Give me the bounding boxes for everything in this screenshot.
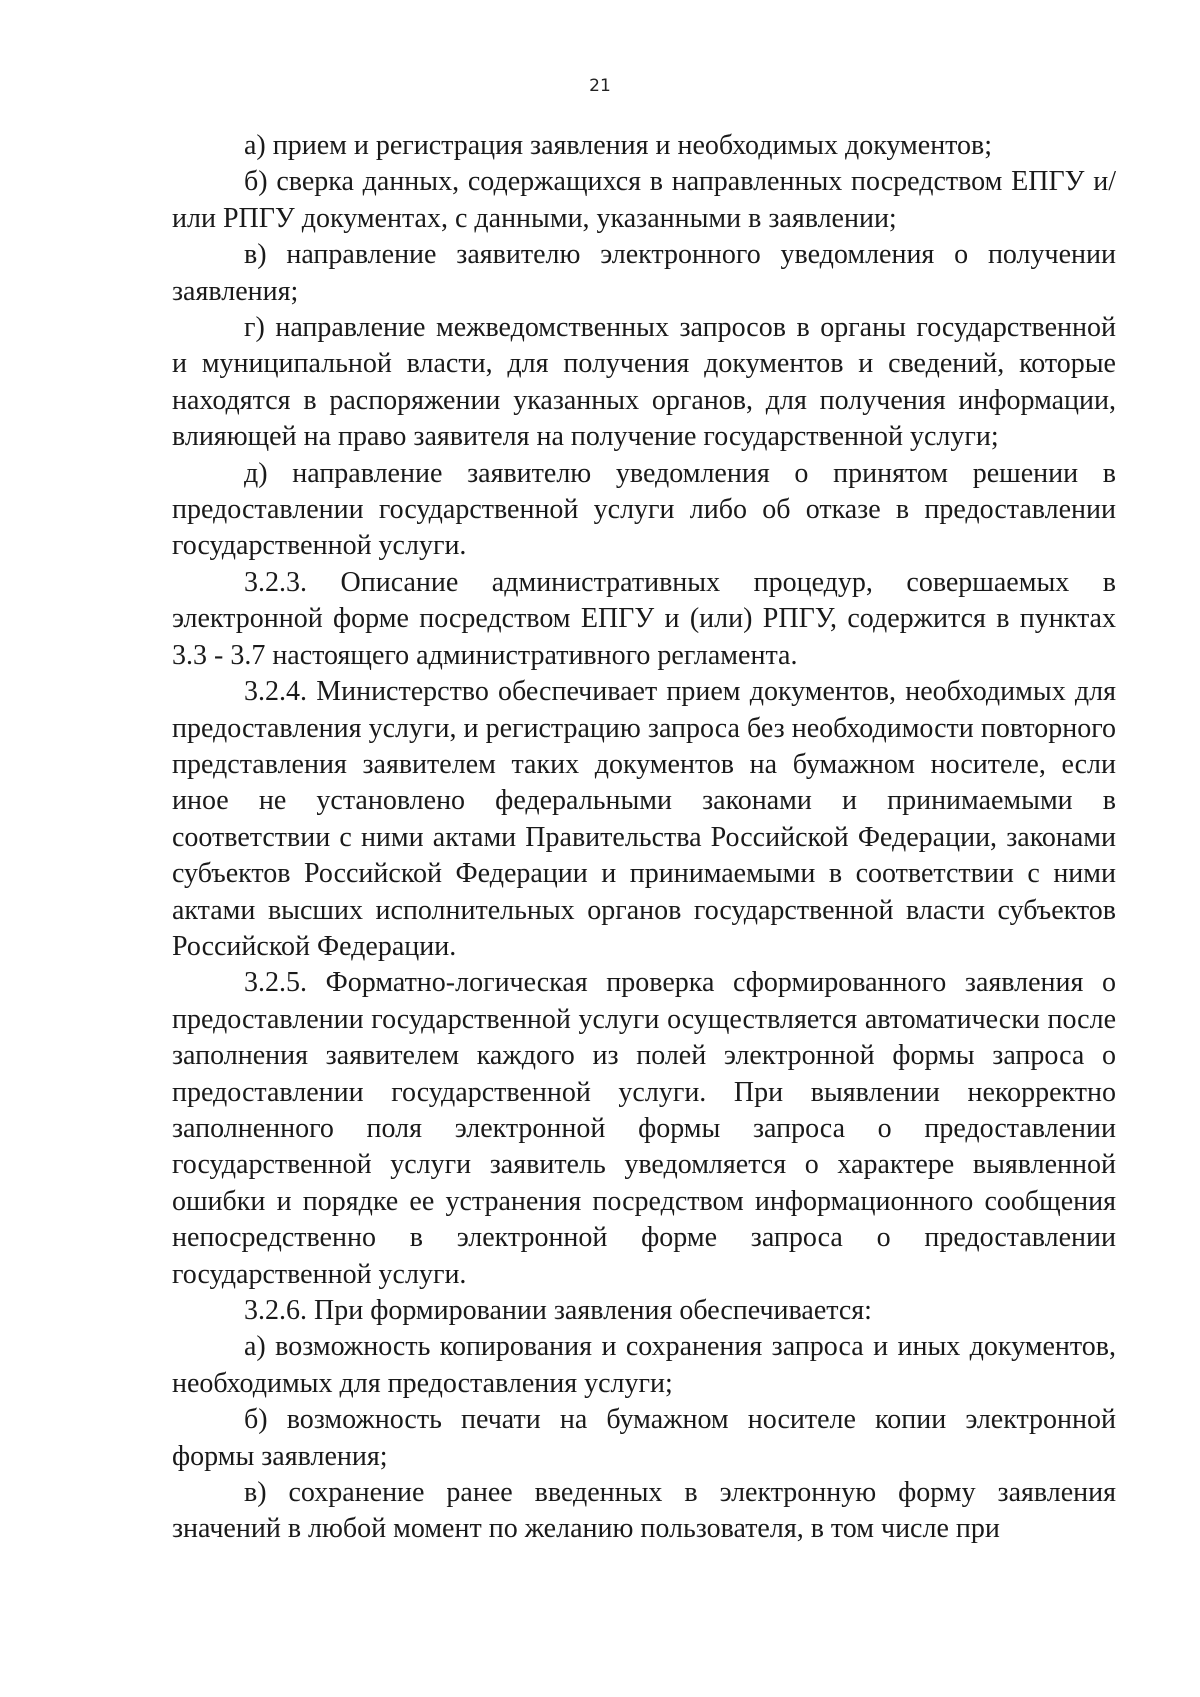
paragraph-sub-v-saving: в) сохранение ранее введенных в электронную форму заявления значений в любой момент по желанию пользователя, в том числе при (172, 1477, 1116, 1545)
paragraph-3-2-6: 3.2.6. При формировании заявления обеспечивается: (244, 1295, 872, 1326)
paragraph-item-v-notification: в) направление заявителю электронного уведомления о получении заявления; (172, 239, 1116, 307)
paragraph-3-2-5: 3.2.5. Форматно-логическая проверка сформированного заявления о предоставлении государственной услуги осуществляется автоматически после заполнения заявителем каждого из полей электронной формы запроса о предоставлении государственной услуги. При выявлении некорректно заполненного поля электронной формы запроса о предоставлении государственной услуги заявитель уведомляется о характере выявленной ошибки и порядке ее устранения посредством информационного сообщения непосредственно в электронной форме запроса о предоставлении государственной услуги. (172, 967, 1116, 1290)
paragraph-item-d-decision-notice: д) направление заявителю уведомления о принятом решении в предоставлении государственной услуги либо об отказе в предоставлении государственной услуги. (172, 457, 1116, 562)
paragraph-item-b-data-check: б) сверка данных, содержащихся в направленных посредством ЕПГУ и/или РПГУ документах, с данными, указанными в заявлении; (172, 166, 1116, 234)
paragraph-item-g-interagency-requests: г) направление межведомственных запросов в органы государственной и муниципальной власти, для получения документов и сведений, которые находятся в распоряжении указанных органов, для получения информации, влияющей на право заявителя на получение государственной услуги; (172, 312, 1116, 453)
paragraph-3-2-3: 3.2.3. Описание административных процедур, совершаемых в электронной форме посредством ЕПГУ и (или) РПГУ, содержится в пунктах 3.3 - 3.7 настоящего административного регламента. (172, 566, 1116, 671)
paragraph-sub-b-printing: б) возможность печати на бумажном носителе копии электронной формы заявления; (172, 1404, 1116, 1472)
page-number: 21 (589, 76, 611, 96)
paragraph-item-a-reception: а) прием и регистрация заявления и необходимых документов; (244, 130, 993, 161)
paragraph-3-2-4: 3.2.4. Министерство обеспечивает прием документов, необходимых для предоставления услуги, и регистрацию запроса без необходимости повторного представления заявителем таких документов на бумажном носителе, если иное не установлено федеральными законами и принимаемыми в соответствии с ними актами Правительства Российской Федерации, законами субъектов Российской Федерации и принимаемыми в соответствии с ними актами высших исполнительных органов государственной власти субъектов Российской Федерации. (172, 676, 1116, 962)
document-body (172, 128, 1116, 1548)
paragraph-sub-a-copying: а) возможность копирования и сохранения запроса и иных документов, необходимых для предоставления услуги; (172, 1331, 1116, 1399)
